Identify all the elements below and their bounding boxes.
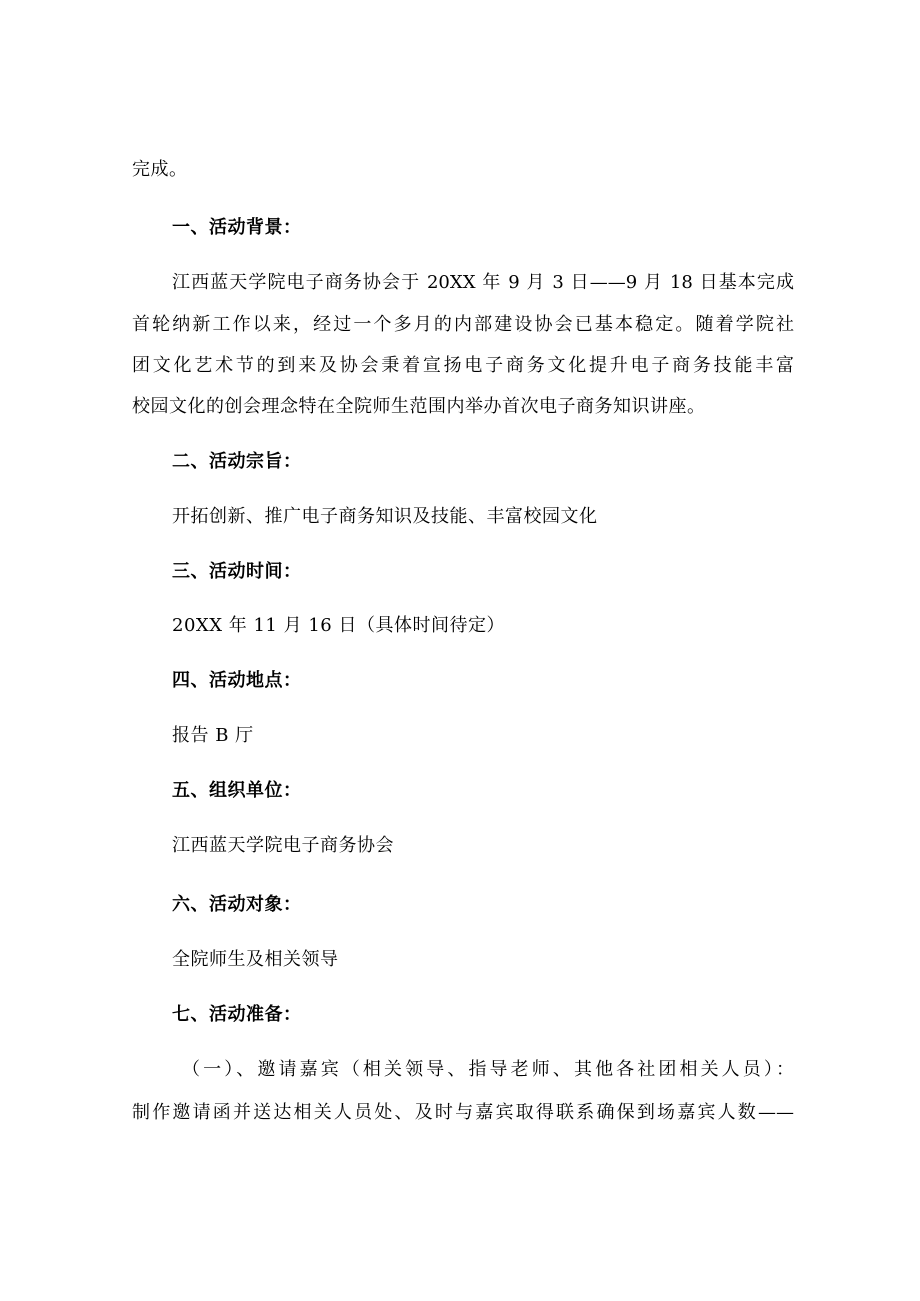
paragraph-background-line-4: 校园文化的创会理念特在全院师生范围内举办首次电子商务知识讲座。	[132, 396, 706, 417]
text-line-completion: 完成。	[132, 159, 188, 180]
paragraph-preparation-line-1: （一）、邀请嘉宾（相关领导、指导老师、其他各社团相关人员）：	[182, 1059, 794, 1080]
paragraph-time: 20XX 年 11 月 16 日（具体时间待定）	[172, 615, 505, 636]
section-heading-preparation: 七、活动准备：	[172, 1004, 302, 1025]
paragraph-preparation-line-2: 制作邀请函并送达相关人员处、及时与嘉宾取得联系确保到场嘉宾人数——	[132, 1102, 794, 1123]
section-heading-purpose: 二、活动宗旨：	[172, 451, 302, 472]
paragraph-background-line-3: 团文化艺术节的到来及协会秉着宣扬电子商务文化提升电子商务技能丰富	[132, 355, 794, 376]
paragraph-background-line-1: 江西蓝天学院电子商务协会于 20XX 年 9 月 3 日——9 月 18 日基本完成	[172, 272, 794, 293]
paragraph-background-line-2: 首轮纳新工作以来，经过一个多月的内部建设协会已基本稳定。随着学院社	[132, 314, 794, 335]
paragraph-location: 报告 B 厅	[172, 725, 254, 746]
section-heading-location: 四、活动地点：	[172, 670, 302, 691]
section-heading-audience: 六、活动对象：	[172, 894, 302, 915]
paragraph-organizer: 江西蓝天学院电子商务协会	[172, 835, 394, 856]
section-heading-time: 三、活动时间：	[172, 561, 302, 582]
section-heading-background: 一、活动背景：	[172, 217, 302, 238]
paragraph-purpose: 开拓创新、推广电子商务知识及技能、丰富校园文化	[172, 506, 598, 527]
section-heading-organizer: 五、组织单位：	[172, 780, 302, 801]
paragraph-audience: 全院师生及相关领导	[172, 949, 339, 970]
